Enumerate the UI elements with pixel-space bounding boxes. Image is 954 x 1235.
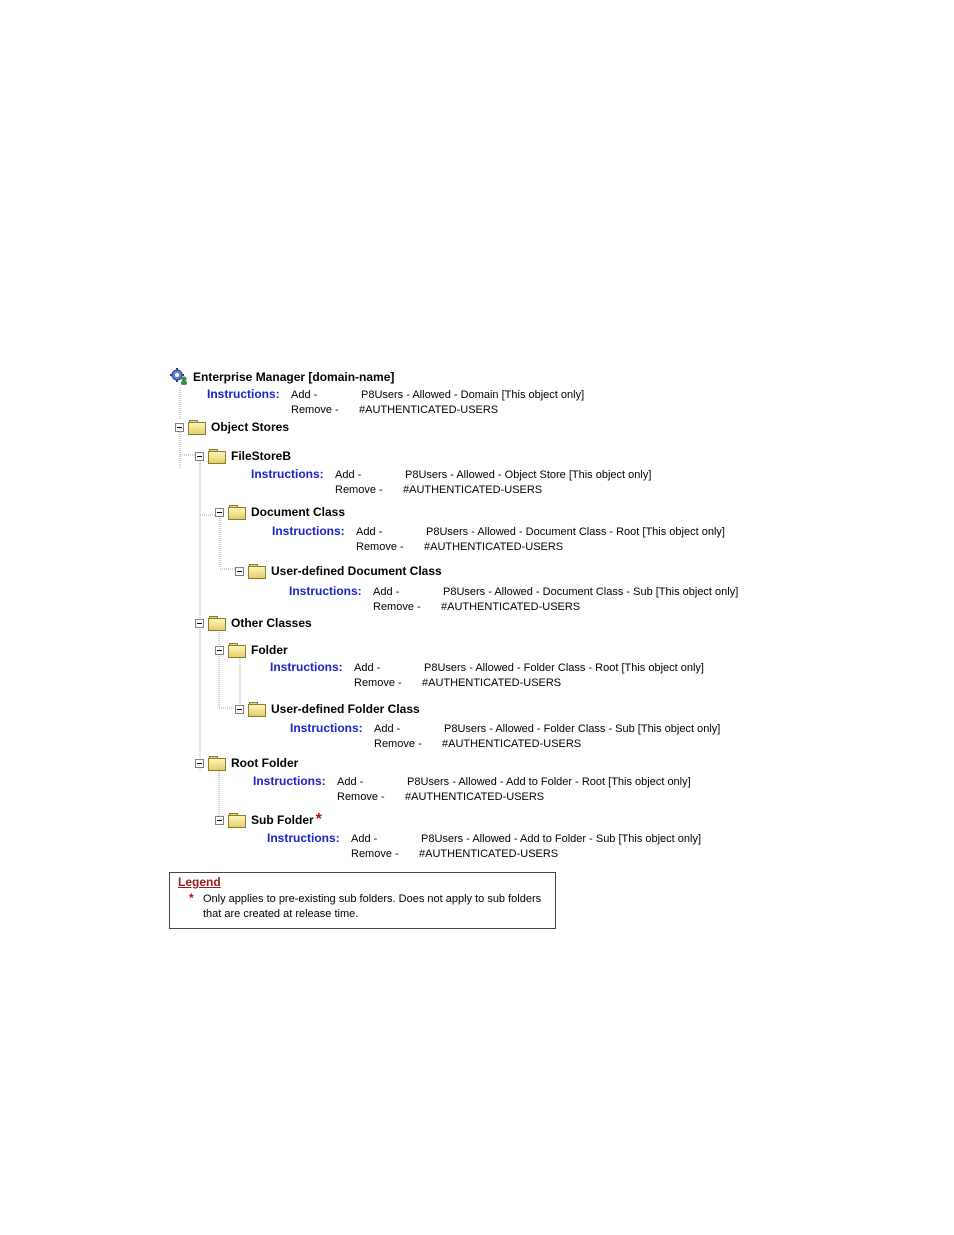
instructions-label: Instructions: [267, 831, 340, 845]
remove-label: Remove - [291, 404, 339, 416]
instructions-label: Instructions: [270, 660, 343, 674]
legend-box [169, 872, 556, 929]
collapse-toggle-icon[interactable] [215, 816, 224, 825]
folder-icon [208, 449, 226, 463]
folder-icon [228, 813, 246, 827]
instructions-label: Instructions: [253, 774, 326, 788]
collapse-toggle-icon[interactable] [235, 567, 244, 576]
legend-title: Legend [178, 875, 221, 889]
remove-label: Remove - [335, 484, 383, 496]
collapse-toggle-icon[interactable] [175, 423, 184, 432]
folder-icon [228, 505, 246, 519]
gear-users-icon [170, 368, 190, 386]
footnote-marker: * [315, 811, 322, 828]
collapse-toggle-icon[interactable] [195, 759, 204, 768]
tree-node-label: Folder [251, 643, 288, 657]
add-label: Add - [374, 723, 401, 735]
remove-label: Remove - [356, 541, 404, 553]
collapse-toggle-icon[interactable] [235, 705, 244, 714]
tree-node-label: FileStoreB [231, 449, 292, 463]
tree-node-label: Object Stores [211, 420, 290, 434]
add-label: Add - [335, 469, 362, 481]
instructions-label: Instructions: [290, 721, 363, 735]
tree-node-label: Enterprise Manager [domain-name] [193, 370, 395, 384]
add-label: Add - [291, 389, 318, 401]
tree-node-label: Document Class [251, 505, 346, 519]
remove-value: #AUTHENTICATED-USERS [441, 601, 581, 613]
add-label: Add - [354, 662, 381, 674]
remove-label: Remove - [373, 601, 421, 613]
add-value: P8Users - Allowed - Add to Folder - Sub [This object only] [421, 833, 702, 845]
tree-node-label: Sub Folder [251, 813, 314, 827]
add-label: Add - [351, 833, 378, 845]
add-value: P8Users - Allowed - Add to Folder - Root [This object only] [407, 776, 691, 788]
instructions-label: Instructions: [207, 387, 280, 401]
remove-value: #AUTHENTICATED-USERS [419, 848, 559, 860]
instructions-label: Instructions: [289, 584, 362, 598]
add-value: P8Users - Allowed - Domain [This object only] [361, 389, 585, 401]
add-label: Add - [337, 776, 364, 788]
remove-value: #AUTHENTICATED-USERS [359, 404, 499, 416]
instructions-label: Instructions: [272, 524, 345, 538]
folder-icon [248, 702, 266, 716]
tree-node-object-stores[interactable] [175, 419, 289, 435]
add-value: P8Users - Allowed - Document Class - Sub [This object only] [443, 586, 739, 598]
tree-node-folder[interactable] [215, 642, 288, 658]
tree-node-document-class[interactable] [215, 504, 345, 520]
remove-value: #AUTHENTICATED-USERS [422, 677, 562, 689]
folder-icon [208, 616, 226, 630]
collapse-toggle-icon[interactable] [215, 646, 224, 655]
legend-text: Only applies to pre-existing sub folders. Does not apply to sub folders that are created at release time. [203, 893, 542, 920]
add-value: P8Users - Allowed - Object Store [This object only] [405, 469, 652, 481]
folder-icon [248, 564, 266, 578]
tree-node-other-classes[interactable] [195, 615, 312, 631]
remove-label: Remove - [337, 791, 385, 803]
remove-label: Remove - [351, 848, 399, 860]
folder-icon [188, 420, 206, 434]
tree-node-label: User-defined Folder Class [271, 702, 420, 716]
collapse-toggle-icon[interactable] [215, 508, 224, 517]
tree-node-sub-folder[interactable] [215, 812, 322, 828]
remove-value: #AUTHENTICATED-USERS [442, 738, 582, 750]
tree-node-filestoreb[interactable] [195, 448, 291, 464]
tree-node-label: Other Classes [231, 616, 312, 630]
tree-node-label: User-defined Document Class [271, 564, 442, 578]
folder-icon [208, 756, 226, 770]
tree-node-root-folder[interactable] [195, 755, 298, 771]
collapse-toggle-icon[interactable] [195, 619, 204, 628]
add-value: P8Users - Allowed - Folder Class - Sub [This object only] [444, 723, 721, 735]
remove-value: #AUTHENTICATED-USERS [403, 484, 543, 496]
instructions-label: Instructions: [251, 467, 324, 481]
add-value: P8Users - Allowed - Document Class - Root [This object only] [426, 526, 725, 538]
remove-label: Remove - [354, 677, 402, 689]
tree-node-enterprise-manager[interactable] [170, 369, 394, 385]
legend-marker: * [189, 891, 194, 905]
collapse-toggle-icon[interactable] [195, 452, 204, 461]
tree-node-user-defined-folder-class[interactable] [235, 701, 420, 717]
add-label: Add - [373, 586, 400, 598]
remove-label: Remove - [374, 738, 422, 750]
tree-node-user-defined-document-class[interactable] [235, 563, 442, 579]
add-label: Add - [356, 526, 383, 538]
remove-value: #AUTHENTICATED-USERS [405, 791, 545, 803]
remove-value: #AUTHENTICATED-USERS [424, 541, 564, 553]
tree-node-label: Root Folder [231, 756, 299, 770]
folder-icon [228, 643, 246, 657]
add-value: P8Users - Allowed - Folder Class - Root [This object only] [424, 662, 704, 674]
